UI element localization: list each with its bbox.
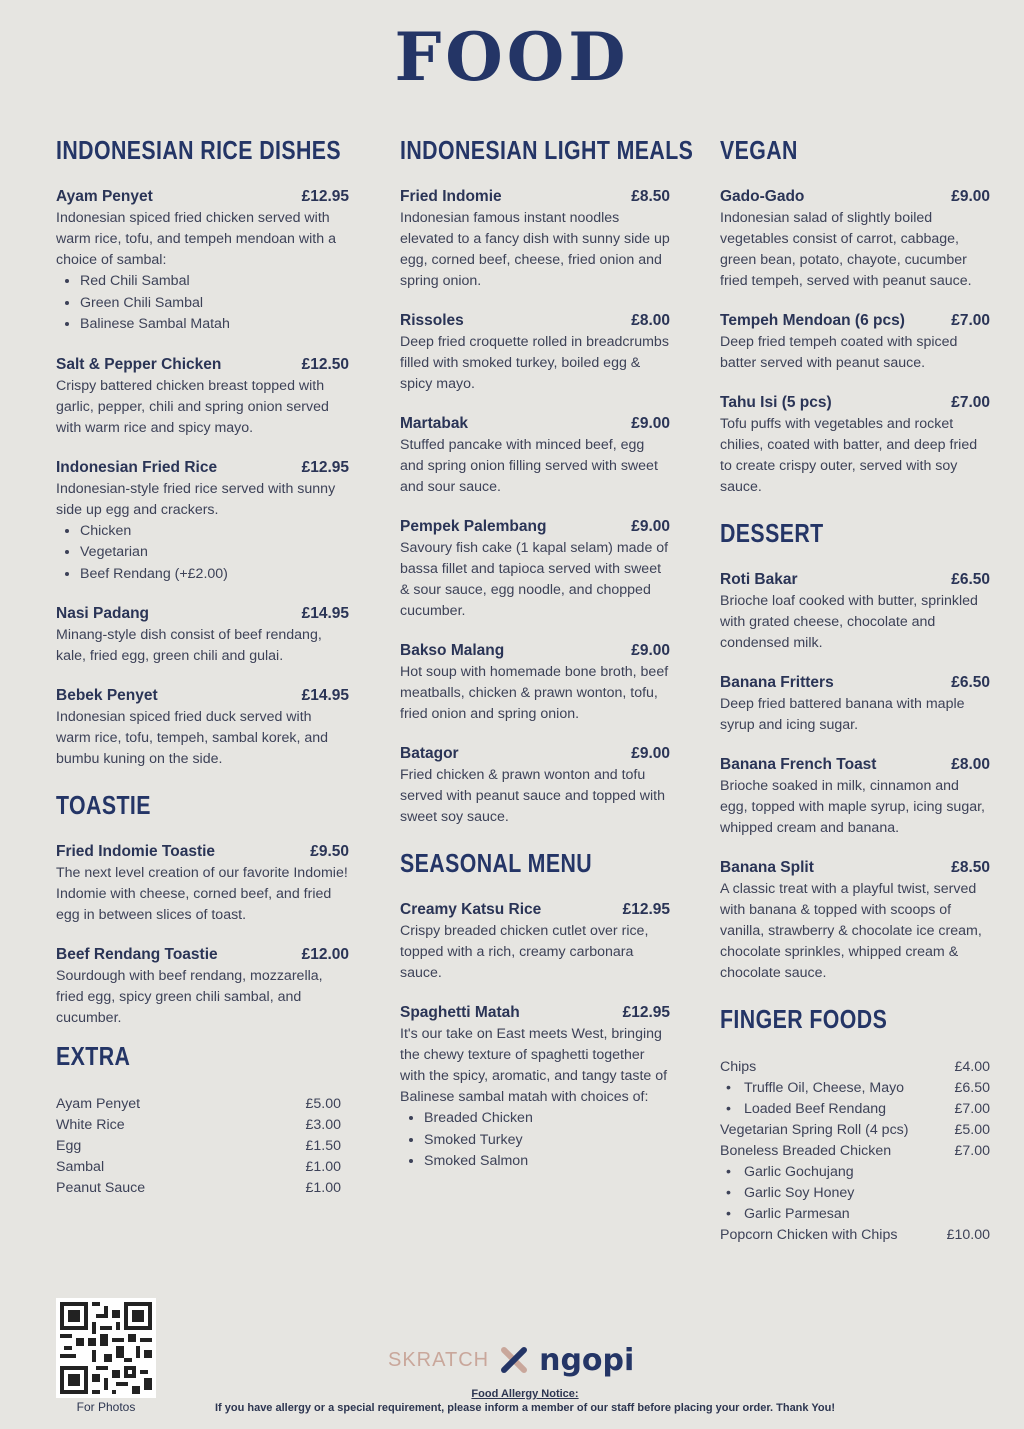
menu-item — [720, 859, 990, 984]
menu-item-header — [720, 394, 990, 412]
menu-item-name: Banana French Toast — [720, 756, 877, 773]
menu-item-price: £9.50 — [310, 843, 349, 860]
price-row — [56, 1178, 341, 1199]
menu-item-option: • Breaded Chicken — [424, 1108, 670, 1130]
menu-item-price: £12.95 — [301, 458, 349, 476]
price-row-price: £7.00 — [954, 1143, 990, 1159]
price-row-price: £5.00 — [954, 1122, 990, 1138]
price-row — [720, 1078, 990, 1099]
qr-code-icon — [56, 1298, 156, 1398]
menu-item-description: Savoury fish cake (1 kapal selam) made of bassa fillet and tapioca served with sweet & sour sauce, egg noodle, and chopped cucumber. — [400, 540, 669, 619]
menu-item-option: • Green Chili Sambal — [80, 293, 349, 315]
menu-item-price: £7.00 — [951, 312, 990, 329]
column-left — [56, 135, 349, 1199]
menu-item-description: Brioche soaked in milk, cinnamon and egg, topped with maple syrup, icing sugar, whipped cream and banana. — [720, 778, 985, 836]
menu-item-name: Ayam Penyet — [56, 188, 153, 205]
menu-item-price: £6.50 — [951, 674, 990, 691]
price-row-price: £5.00 — [305, 1096, 341, 1112]
menu-item — [56, 356, 349, 439]
menu-item-price: £9.00 — [631, 745, 670, 762]
menu-item-name: Martabak — [400, 415, 469, 432]
menu-item-options — [400, 1108, 670, 1173]
menu-item-description: A classic treat with a playful twist, served with banana & topped with scoops of vanilla, strawberry & chocolate ice cream, chocolate sprinkles, whipped cream & chocolate sauce. — [720, 881, 982, 981]
menu-item — [720, 188, 990, 292]
price-row-price: £6.50 — [954, 1080, 990, 1096]
menu-item-header — [400, 188, 670, 206]
menu-item-name: Gado-Gado — [720, 188, 805, 205]
price-row-name: • Garlic Soy Honey — [726, 1183, 854, 1204]
menu-item-description: Indonesian salad of slightly boiled vegetables consist of carrot, cabbage, green bean, potato, chayote, cucumber fried tempeh, served with peanut sauce. — [720, 210, 972, 289]
menu-item-price: £8.50 — [631, 188, 670, 205]
menu-item-description: Indonesian spiced fried chicken served with warm rice, tofu, and tempeh mendoan with a choice of sambal: — [56, 210, 336, 268]
menu-item-description: Hot soup with homemade bone broth, beef meatballs, chicken & prawn wonton, tofu, fried onion and spring onion. — [400, 664, 669, 722]
section-title: VEGAN — [720, 135, 798, 165]
menu-item-description: Minang-style dish consist of beef rendang, kale, fried egg, green chili and gulai. — [56, 627, 322, 664]
price-row-price: £1.00 — [305, 1180, 341, 1196]
menu-item-name: Banana Split — [720, 859, 814, 876]
menu-item-price: £8.00 — [951, 756, 990, 773]
menu-item-option: • Red Chili Sambal — [80, 271, 349, 293]
menu-item-option: • Smoked Turkey — [424, 1130, 670, 1152]
section-title: DESSERT — [720, 518, 824, 548]
menu-item-option: • Beef Rendang (+£2.00) — [80, 564, 349, 586]
menu-item-description: Deep fried tempeh coated with spiced batter served with peanut sauce. — [720, 334, 958, 371]
menu-item-header — [400, 312, 670, 330]
price-row — [56, 1136, 341, 1157]
menu-item-price: £12.50 — [301, 355, 349, 373]
menu-item-header — [720, 756, 990, 774]
brand-ngopi-logo: ngopi — [539, 1342, 635, 1378]
menu-item-description: Deep fried battered banana with maple syrup and icing sugar. — [720, 696, 965, 733]
menu-item-description: Brioche loaf cooked with butter, sprinkled with grated cheese, chocolate and condensed milk. — [720, 593, 978, 651]
price-row-name: Sambal — [56, 1159, 105, 1175]
price-row-name: Peanut Sauce — [56, 1180, 146, 1196]
menu-item-header — [720, 312, 990, 330]
menu-item-options — [56, 521, 349, 586]
price-row-name: Vegetarian Spring Roll (4 pcs) — [720, 1122, 909, 1138]
menu-item-name: Beef Rendang Toastie — [56, 946, 218, 963]
menu-item — [400, 901, 670, 984]
section-title: EXTRA — [56, 1041, 131, 1071]
menu-item-header — [720, 188, 990, 206]
menu-item-header — [56, 605, 349, 623]
menu-item — [56, 188, 349, 336]
menu-item-name: Nasi Padang — [56, 605, 150, 622]
qr-code[interactable] — [56, 1298, 156, 1398]
menu-item-description: Crispy breaded chicken cutlet over rice, topped with a rich, creamy carbonara sauce. — [400, 923, 649, 981]
menu-item-price: £14.95 — [301, 687, 349, 704]
menu-item — [720, 394, 990, 498]
menu-item — [400, 518, 670, 622]
menu-item — [720, 312, 990, 374]
menu-item-price: £7.00 — [951, 394, 990, 411]
menu-item-option: • Chicken — [80, 521, 349, 543]
menu-item-header — [56, 946, 349, 964]
price-row-price: £10.00 — [946, 1227, 990, 1243]
price-row — [720, 1225, 990, 1246]
menu-item-price: £12.95 — [622, 901, 670, 918]
menu-item-price: £9.00 — [951, 188, 990, 205]
price-row-name: • Garlic Parmesan — [726, 1204, 850, 1225]
section-light-meals — [400, 135, 694, 828]
menu-item-description: It's our take on East meets West, bringing the chewy texture of spaghetti together with the spicy, aromatic, and tangy taste of Balinese sambal matah with choices of: — [400, 1026, 668, 1105]
price-row-price: £1.50 — [305, 1138, 341, 1154]
section-title: TOASTIE — [56, 790, 151, 820]
menu-item-name: Spaghetti Matah — [400, 1004, 520, 1021]
menu-item-price: £9.00 — [631, 642, 670, 659]
price-row-name: Egg — [56, 1138, 82, 1154]
price-row-price: £1.00 — [305, 1159, 341, 1175]
menu-item-option: • Balinese Sambal Matah — [80, 314, 349, 336]
menu-item-header — [720, 674, 990, 692]
menu-item-description: Sourdough with beef rendang, mozzarella, fried egg, spicy green chili sambal, and cucumber. — [56, 968, 323, 1026]
menu-item-name: Rissoles — [400, 312, 464, 329]
menu-item-description: Indonesian-style fried rice served with sunny side up egg and crackers. — [56, 480, 336, 518]
menu-item-description: Stuffed pancake with minced beef, egg and spring onion filling served with sweet and sour sauce. — [400, 437, 658, 495]
section-toastie — [56, 790, 349, 1029]
menu-item-name: Bakso Malang — [400, 642, 505, 659]
menu-item — [720, 674, 990, 736]
menu-item-header — [56, 687, 349, 705]
menu-item-price: £8.50 — [951, 859, 990, 876]
price-row — [720, 1141, 990, 1162]
menu-item — [720, 756, 990, 839]
allergy-notice-title: Food Allergy Notice: — [471, 1388, 579, 1400]
price-row — [720, 1183, 990, 1204]
menu-item-header — [400, 642, 670, 660]
menu-item — [400, 188, 670, 292]
menu-item-name: Bebek Penyet — [56, 687, 158, 704]
menu-item-name: Tempeh Mendoan (6 pcs) — [720, 312, 905, 329]
menu-item — [400, 1004, 670, 1173]
menu-item-description: Indonesian spiced fried duck served with warm rice, tofu, tempeh, sambal korek, and bumbu kuning on the side. — [56, 709, 329, 767]
section-extra — [56, 1041, 349, 1199]
menu-item-price: £9.00 — [631, 415, 670, 432]
menu-item — [56, 687, 349, 770]
collab-x-icon — [501, 1347, 527, 1373]
price-row — [720, 1057, 990, 1078]
menu-item — [56, 605, 349, 667]
menu-item-option: • Vegetarian — [80, 542, 349, 564]
price-row-name: Ayam Penyet — [56, 1096, 141, 1112]
brand-skratch-logo: SKRATCH — [388, 1348, 490, 1371]
menu-item-header — [400, 518, 670, 536]
menu-item-price: £12.95 — [301, 188, 349, 205]
menu-item-name: Fried Indomie Toastie — [56, 843, 216, 860]
menu-item-price: £12.00 — [301, 946, 349, 963]
section-title: INDONESIAN RICE DISHES — [56, 135, 342, 165]
menu-item-description: Fried chicken & prawn wonton and tofu served with peanut sauce and topped with sweet soy sauce. — [400, 767, 666, 825]
menu-item-name: Banana Fritters — [720, 674, 834, 691]
price-row — [56, 1094, 341, 1115]
menu-item-description: The next level creation of our favorite Indomie! Indomie with cheese, corned beef, and fried egg in between slices of toast. — [56, 865, 348, 923]
menu-item-header — [56, 843, 349, 861]
menu-item-header — [400, 415, 670, 433]
menu-item — [400, 312, 670, 395]
menu-item-price: £12.95 — [622, 1004, 670, 1021]
menu-item-name: Tahu Isi (5 pcs) — [720, 394, 832, 411]
menu-item-price: £6.50 — [951, 571, 990, 588]
section-rice-dishes — [56, 135, 349, 770]
menu-item-description: Indonesian famous instant noodles elevated to a fancy dish with sunny side up egg, corned beef, cheese, fried onion and spring onion. — [400, 210, 670, 289]
menu-item-description: Tofu puffs with vegetables and rocket chilies, coated with batter, and deep fried to create crispy outer, served with soy sauce. — [720, 416, 978, 495]
menu-item-header — [400, 745, 670, 763]
menu-item-description: Crispy battered chicken breast topped with garlic, pepper, chili and spring onion served with warm rice and spicy mayo. — [56, 377, 329, 436]
menu-item-header — [400, 901, 670, 919]
price-row-price: £4.00 — [954, 1059, 990, 1075]
menu-item — [56, 946, 349, 1029]
price-row-price: £3.00 — [305, 1117, 341, 1133]
column-right — [720, 135, 990, 1246]
section-vegan — [720, 135, 990, 498]
price-row-name: • Truffle Oil, Cheese, Mayo — [726, 1078, 904, 1099]
price-row-name: Chips — [720, 1059, 757, 1075]
section-seasonal-menu — [400, 848, 670, 1173]
price-row-price: £7.00 — [954, 1101, 990, 1117]
menu-item — [400, 642, 670, 725]
menu-item-price: £9.00 — [631, 518, 670, 535]
menu-item-name: Indonesian Fried Rice — [56, 458, 218, 476]
menu-item-header — [720, 571, 990, 589]
menu-item-header — [56, 459, 349, 477]
menu-item — [400, 745, 670, 828]
section-dessert — [720, 518, 990, 984]
menu-item-option: • Smoked Salmon — [424, 1151, 670, 1173]
menu-item-name: Pempek Palembang — [400, 518, 547, 535]
menu-item-header — [400, 1004, 670, 1022]
menu-item-header — [56, 188, 349, 206]
menu-item-price: £8.00 — [631, 312, 670, 329]
price-row — [720, 1099, 990, 1120]
price-row-name: • Garlic Gochujang — [726, 1162, 854, 1183]
price-row — [56, 1115, 341, 1136]
price-row — [720, 1162, 990, 1183]
allergy-notice-text: If you have allergy or a special requirement, please inform a member of our staff before placing your order. Thank You! — [214, 1402, 836, 1414]
menu-item-name: Batagor — [400, 745, 459, 762]
section-title: SEASONAL MENU — [400, 848, 593, 878]
price-row-name: White Rice — [56, 1117, 125, 1133]
price-row — [720, 1204, 990, 1225]
menu-item-header — [720, 859, 990, 877]
menu-item-name: Fried Indomie — [400, 188, 502, 205]
price-row — [56, 1157, 341, 1178]
section-finger-foods — [720, 1004, 990, 1246]
price-row-name: • Loaded Beef Rendang — [726, 1099, 886, 1120]
menu-item-header — [56, 356, 349, 374]
section-title: FINGER FOODS — [720, 1004, 888, 1034]
page-title: FOOD — [394, 18, 630, 96]
brand-logos — [388, 1340, 634, 1380]
menu-item — [56, 843, 349, 926]
menu-item-price: £14.95 — [301, 605, 349, 622]
menu-item-name: Roti Bakar — [720, 571, 798, 588]
section-title: INDONESIAN LIGHT MEALS — [400, 135, 694, 165]
price-row-name: Popcorn Chicken with Chips — [720, 1227, 898, 1243]
menu-item-options — [56, 271, 349, 336]
menu-item — [400, 415, 670, 498]
menu-item — [56, 459, 349, 586]
menu-item-description: Deep fried croquette rolled in breadcrumbs filled with smoked turkey, boiled egg & spicy mayo. — [400, 334, 669, 392]
menu-item-name: Salt & Pepper Chicken — [56, 355, 222, 373]
qr-caption: For Photos — [76, 1400, 136, 1414]
price-row-name: Boneless Breaded Chicken — [720, 1143, 892, 1159]
menu-item-name: Creamy Katsu Rice — [400, 901, 542, 918]
column-middle — [400, 135, 694, 1193]
menu-item — [720, 571, 990, 654]
price-row — [720, 1120, 990, 1141]
